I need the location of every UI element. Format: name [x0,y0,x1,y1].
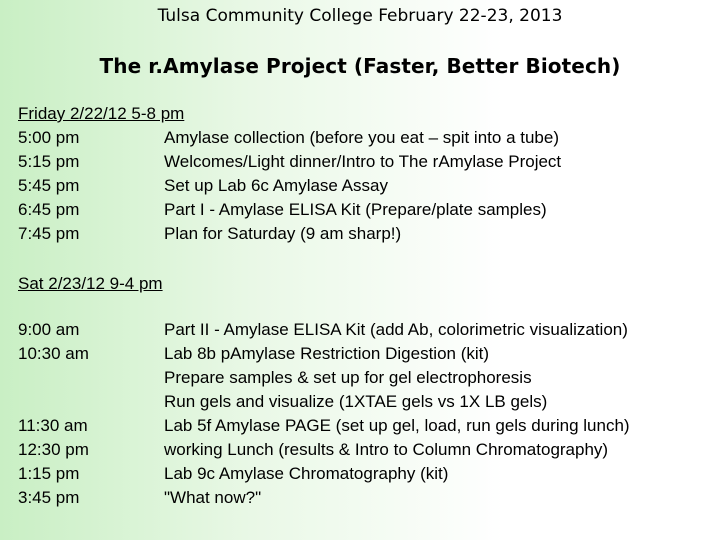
schedule-time: 11:30 am [18,416,88,435]
schedule-activity: Run gels and visualize (1XTAE gels vs 1X LB gels) [164,392,548,411]
schedule-activity: Set up Lab 6c Amylase Assay [164,176,388,195]
slide-title: The r.Amylase Project (Faster, Better Biotech) [99,54,621,78]
schedule-activity: Amylase collection (before you eat – spit into a tube) [164,128,559,147]
saturday-heading: Sat 2/23/12 9-4 pm [18,274,163,293]
schedule-time: 9:00 am [18,320,80,339]
schedule-time: 3:45 pm [18,488,80,507]
schedule-activity: Lab 9c Amylase Chromatography (kit) [164,464,449,483]
schedule-time: 5:45 pm [18,176,80,195]
schedule-time: 1:15 pm [18,464,80,483]
schedule-activity: Plan for Saturday (9 am sharp!) [164,224,402,243]
schedule-activity: Lab 5f Amylase PAGE (set up gel, load, run gels during lunch) [164,416,630,435]
friday-heading: Friday 2/22/12 5-8 pm [18,104,185,123]
header-date-line: Tulsa Community College February 22-23, 2013 [157,6,563,26]
schedule-time: 10:30 am [18,344,89,363]
schedule-time: 7:45 pm [18,224,80,243]
schedule-activity: Prepare samples & set up for gel electrophoresis [164,368,532,387]
schedule-activity: Lab 8b pAmylase Restriction Digestion (kit) [164,344,490,363]
schedule-activity: working Lunch (results & Intro to Column Chromatography) [164,440,609,459]
schedule-time: 12:30 pm [18,440,89,459]
schedule-time: 5:15 pm [18,152,80,171]
schedule-time: 6:45 pm [18,200,80,219]
schedule-activity: Part II - Amylase ELISA Kit (add Ab, colorimetric visualization) [164,320,628,339]
schedule-time: 5:00 pm [18,128,80,147]
schedule-activity: Welcomes/Light dinner/Intro to The rAmylase Project [164,152,562,171]
schedule-activity: Part I - Amylase ELISA Kit (Prepare/plate samples) [164,200,547,219]
schedule-activity: "What now?" [164,488,262,507]
